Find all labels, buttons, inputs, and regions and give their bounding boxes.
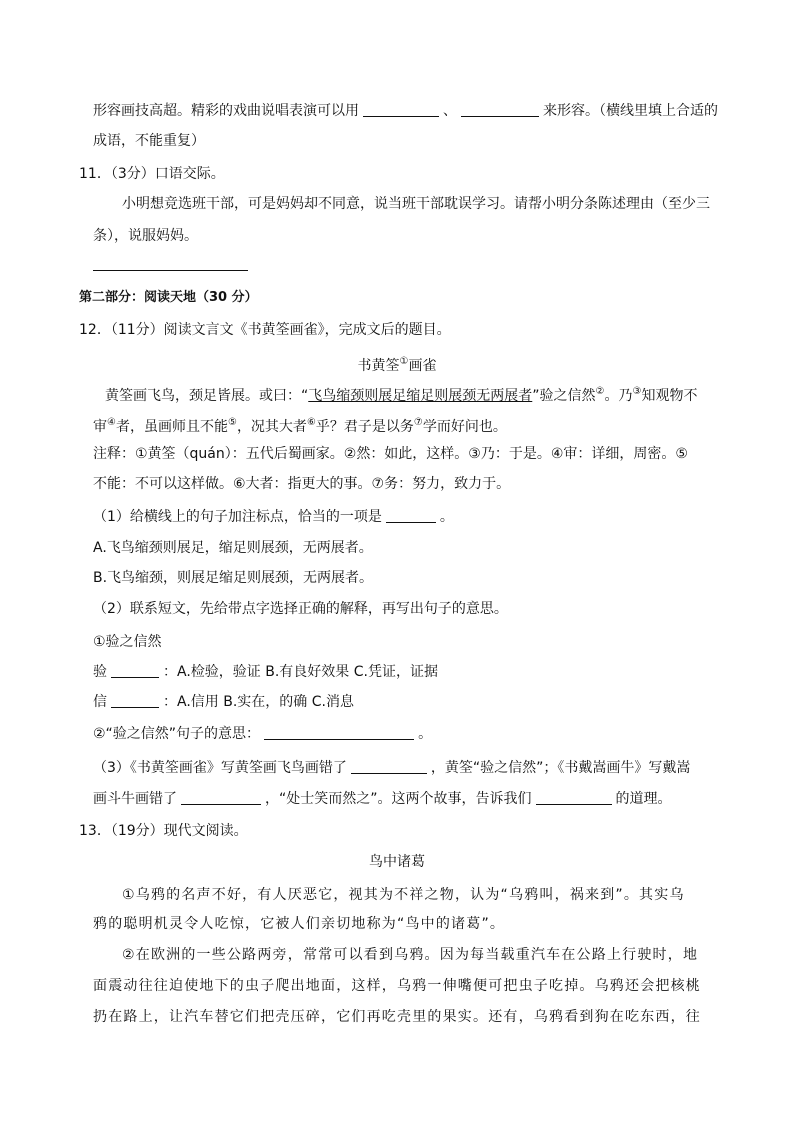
question-12-3 — [93, 758, 690, 778]
text: ”验之信然 — [532, 388, 596, 404]
answer-blank[interactable] — [386, 508, 436, 523]
text: 。 — [439, 509, 454, 525]
article-paragraph-line: ①乌鸦的名声不好，有人厌恶它，视其为不祥之物，认为“乌鸦叫，祸来到”。其实乌 — [122, 887, 685, 903]
text: 乎？君子是以务 — [315, 419, 414, 435]
text: ②“验之信然”句子的意思： — [93, 726, 261, 742]
annotation-line: 注释：①黄筌（quán）：五代后蜀画家。②然：如此，这样。③乃：于是。④审：详细，周密。⑤ — [93, 446, 688, 462]
text: 书黄筌 — [357, 358, 400, 374]
text: 形容画技高超。精彩的戏曲说唱表演可以用 — [93, 103, 359, 119]
question-12-3-cont — [93, 789, 672, 809]
note-marker: ④ — [107, 417, 116, 428]
article-title: 鸟中诸葛 — [369, 854, 425, 870]
line-instruction: 成语，不能重复） — [93, 133, 205, 149]
text: ，“处士笑而然之”。这两个故事，告诉我们 — [265, 791, 532, 807]
word-choice-yan — [93, 662, 438, 682]
article-paragraph-line: 鸦的聪明机灵令人吃惊，它被人们亲切地称为“鸟中的诸葛”。 — [93, 916, 506, 932]
text: 黄筌画飞鸟，颈足皆展。或曰：“ — [105, 388, 309, 404]
line-idiom-fill — [93, 101, 718, 121]
note-marker: ③ — [632, 386, 642, 397]
answer-blank[interactable] — [351, 759, 427, 774]
text: ，黄筌“验之信然”；《书戴嵩画牛》写戴嵩 — [430, 760, 691, 776]
classical-text-line — [93, 413, 507, 437]
answer-blank[interactable] — [181, 790, 261, 805]
text: 来形容。（横线里填上合适的 — [543, 103, 718, 119]
question-12-2-sub2 — [93, 724, 432, 744]
question-12-2: （2）联系短文，先给带点字选择正确的解释，再写出句子的意思。 — [93, 601, 508, 617]
option-a: A.飞鸟缩颈则展足，缩足则展颈，无两展者。 — [93, 540, 373, 556]
text: ：A.信用 B.实在，的确 C.消息 — [163, 694, 354, 710]
question-12-1 — [93, 507, 454, 527]
question-11-body: 条），说服妈妈。 — [93, 228, 198, 244]
option-b: B.飞鸟缩颈，则展足缩足则展颈，无两展者。 — [93, 570, 374, 586]
note-marker: ⑦ — [413, 417, 423, 428]
text: 者，虽画师且不能 — [115, 419, 228, 435]
question-13-heading: 13．（19分）现代文阅读。 — [79, 823, 248, 839]
note-marker: ⑤ — [227, 417, 237, 428]
text: 。 — [418, 726, 433, 742]
article-paragraph-line: ②在欧洲的一些公路两旁，常常可以看到乌鸦。因为每当载重汽车在公路上行驶时，地 — [122, 947, 699, 963]
text: 的道理。 — [615, 791, 672, 807]
annotation-line: 不能：不可以这样做。⑥大者：指更大的事。⑦务：努力，致力于。 — [93, 476, 511, 492]
text: （3）《书黄筌画雀》写黄筌画飞鸟画错了 — [93, 760, 347, 776]
section-heading: 第二部分：阅读天地（30 分） — [79, 290, 258, 305]
word-choice-xin — [93, 692, 354, 712]
text: 验 — [93, 664, 107, 680]
article-paragraph-line: 扔在路上，让汽车替它们把壳压碎，它们再吃壳里的果实。还有，乌鸦看到狗在吃东西，往 — [93, 1009, 701, 1025]
text: 信 — [93, 694, 107, 710]
text: ：A.检验，验证 B.有良好效果 C.凭证，证据 — [163, 664, 438, 680]
answer-blank[interactable] — [264, 725, 414, 740]
question-12-2-sub1: ①验之信然 — [93, 634, 162, 650]
classical-text-title — [0, 352, 794, 376]
article-paragraph-line: 面震动往往迫使地下的虫子爬出地面，这样，乌鸦一伸嘴便可把虫子吃掉。乌鸦还会把核桃 — [93, 978, 701, 994]
underlined-sentence: 飞鸟缩颈则展足缩足则展颈无两展者 — [308, 388, 533, 404]
note-marker: ② — [595, 386, 605, 397]
text: 、 — [443, 103, 457, 119]
classical-text-line — [105, 382, 697, 406]
answer-blank[interactable] — [461, 102, 539, 117]
question-12-heading: 12．（11分）阅读文言文《书黄筌画雀》，完成文后的题目。 — [79, 322, 451, 338]
answer-blank[interactable] — [363, 102, 439, 117]
answer-blank[interactable] — [111, 663, 159, 678]
note-marker: ① — [399, 356, 409, 367]
question-11-body: 小明想竞选班干部，可是妈妈却不同意，说当班干部耽误学习。请帮小明分条陈述理由（至少三 — [122, 196, 710, 212]
text: ，况其大者 — [236, 419, 307, 435]
text: 审 — [93, 419, 107, 435]
answer-blank[interactable] — [536, 790, 612, 805]
text: 。乃 — [604, 388, 633, 404]
text: 学而好问也。 — [422, 419, 507, 435]
text: 知观物不 — [641, 388, 698, 404]
text: 画斗牛画错了 — [93, 791, 177, 807]
question-11-heading: 11．（3分）口语交际。 — [79, 166, 225, 182]
text: 画雀 — [408, 358, 437, 374]
answer-blank[interactable] — [111, 693, 159, 708]
answer-line[interactable] — [93, 270, 248, 271]
text: （1）给横线上的句子加注标点，恰当的一项是 — [93, 509, 382, 525]
note-marker: ⑥ — [306, 417, 316, 428]
